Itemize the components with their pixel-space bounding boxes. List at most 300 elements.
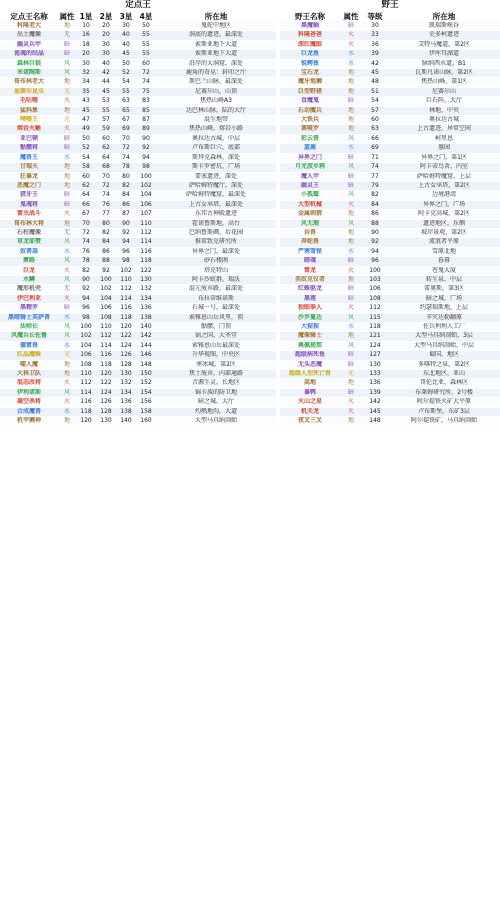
value: 60 xyxy=(362,116,388,125)
table-row xyxy=(0,116,276,125)
table-row xyxy=(280,87,500,96)
value: 90 xyxy=(76,275,96,284)
value: 139 xyxy=(362,388,388,397)
location: 坡岸景观，第2区 xyxy=(388,228,500,237)
location: 哥伦比亚，森林区 xyxy=(388,379,500,388)
value: 106 xyxy=(136,200,156,209)
value: 92 xyxy=(136,144,156,153)
header-2star: 2星 xyxy=(99,12,113,21)
table-row xyxy=(0,181,276,190)
location: 奥拉达古城，中层 xyxy=(156,134,276,143)
monster-name: 月光波乡鸦 xyxy=(280,163,340,172)
value: 118 xyxy=(362,323,388,332)
location: 石城一号，最深处 xyxy=(156,304,276,313)
value: 102 xyxy=(96,285,116,294)
location: 达巴林山脉，陆的大厅 xyxy=(156,106,276,115)
value: 55 xyxy=(136,31,156,40)
location: 阿尔提铁矿，马具纳剖蛤 xyxy=(388,417,500,426)
table-row xyxy=(280,247,500,256)
value: 136 xyxy=(116,398,136,407)
value: 74 xyxy=(96,191,116,200)
location: 混生地带 xyxy=(156,116,276,125)
location: 骷髅，门顶 xyxy=(156,323,276,332)
table-row xyxy=(0,332,276,341)
table-row xyxy=(0,210,276,219)
location: 墓园 xyxy=(388,144,500,153)
value: 45 xyxy=(116,50,136,59)
location: 脉纳西水道，B1 xyxy=(388,59,500,68)
monster-name: 蓝鹿 xyxy=(280,144,340,153)
value: 35 xyxy=(76,87,96,96)
table-row xyxy=(280,313,500,322)
value: 84 xyxy=(96,238,116,247)
value: 138 xyxy=(136,313,156,322)
monster-name: 法师长 xyxy=(0,323,58,332)
monster-name: 雷虫战斗 xyxy=(0,210,58,219)
value: 120 xyxy=(116,323,136,332)
value: 54 xyxy=(362,97,388,106)
table-row xyxy=(280,304,500,313)
value: 88 xyxy=(362,219,388,228)
value: 118 xyxy=(76,407,96,416)
value: 48 xyxy=(362,78,388,87)
monster-name: 哥布林老大 xyxy=(0,78,58,87)
value: 84 xyxy=(362,200,388,209)
value: 108 xyxy=(96,313,116,322)
monster-name: 迪赛尔昆虫 xyxy=(0,87,58,96)
location: 东邦古神殿遗迹 xyxy=(156,210,276,219)
monster-name: 熔岩火蜥 xyxy=(0,125,58,134)
value: 59 xyxy=(96,125,116,134)
element: 风 xyxy=(340,341,362,350)
monster-name: 草龙耶赞 xyxy=(0,238,58,247)
value: 18 xyxy=(76,40,96,49)
value: 103 xyxy=(362,275,388,284)
value: 72 xyxy=(96,181,116,190)
value: 30 xyxy=(96,40,116,49)
element: 水 xyxy=(340,144,362,153)
value: 134 xyxy=(116,388,136,397)
element: 暗 xyxy=(340,22,362,31)
value: 120 xyxy=(96,370,116,379)
monster-name: 混态改将 xyxy=(0,379,58,388)
monster-name: 毛咕噜 xyxy=(0,97,58,106)
header-1star: 1星 xyxy=(79,12,93,21)
value: 54 xyxy=(76,153,96,162)
monster-name: 黑莲 xyxy=(280,294,340,303)
value: 69 xyxy=(116,125,136,134)
table-row xyxy=(280,332,500,341)
element: 风 xyxy=(58,69,76,78)
element: 光 xyxy=(58,351,76,360)
table-row xyxy=(280,219,500,228)
value: 98 xyxy=(136,163,156,172)
monster-name: 红晶魔蛛 xyxy=(0,351,58,360)
value: 142 xyxy=(136,332,156,341)
value: 40 xyxy=(116,40,136,49)
location: 焦热山峰A3 xyxy=(156,97,276,106)
value: 70 xyxy=(116,134,136,143)
value: 88 xyxy=(96,257,116,266)
table-row xyxy=(280,285,500,294)
location: 林地，中央 xyxy=(388,106,500,115)
table-row xyxy=(0,257,276,266)
value: 66 xyxy=(76,200,96,209)
location: 索雅恩山岳风里，顶 xyxy=(156,313,276,322)
element: 暗 xyxy=(340,153,362,162)
location: 阿卡蒂鸟舍，内室 xyxy=(388,163,500,172)
element: 水 xyxy=(58,313,76,322)
monster-name: 独眼拳人 xyxy=(280,304,340,313)
element: 水 xyxy=(58,247,76,256)
value: 112 xyxy=(362,304,388,313)
value: 57 xyxy=(362,106,388,115)
element: 地 xyxy=(340,238,362,247)
location: 砂石楼阁 xyxy=(156,257,276,266)
location: 转生泉，中层 xyxy=(388,275,500,284)
value: 20 xyxy=(96,22,116,31)
table-row xyxy=(0,370,276,379)
value: 76 xyxy=(96,200,116,209)
element: 地 xyxy=(340,69,362,78)
element: 暗 xyxy=(340,351,362,360)
table-row xyxy=(280,379,500,388)
value: 104 xyxy=(96,294,116,303)
value: 79 xyxy=(362,181,388,190)
value: 74 xyxy=(116,153,136,162)
location: 焦土废弃，内部通路 xyxy=(156,370,276,379)
location: 萨哈姆特魔窟，上层 xyxy=(388,172,500,181)
element: 地 xyxy=(58,78,76,87)
location: 上古女巫塔，最深处 xyxy=(156,200,276,209)
value: 130 xyxy=(362,360,388,369)
value: 145 xyxy=(362,407,388,416)
monster-name: 猎牙王 xyxy=(0,191,58,200)
location: 异界之门，第1区 xyxy=(388,153,500,162)
location: 焦热山峰，熔岩小路 xyxy=(156,125,276,134)
value: 106 xyxy=(76,351,96,360)
monster-name: 鬼魂将 xyxy=(0,200,58,209)
value: 110 xyxy=(76,370,96,379)
value: 130 xyxy=(96,417,116,426)
value: 54 xyxy=(116,78,136,87)
monster-name: 科隆爸爸 xyxy=(280,31,340,40)
value: 40 xyxy=(116,31,136,40)
monster-name: 宝石龙 xyxy=(280,69,340,78)
header-wild-level: 等级 xyxy=(367,12,383,21)
value: 138 xyxy=(116,407,136,416)
value: 84 xyxy=(116,191,136,200)
monster-name: 科隆老大 xyxy=(0,22,58,31)
monster-name: 红蛛驱龙 xyxy=(280,285,340,294)
table-row xyxy=(0,40,276,49)
element: 暗 xyxy=(340,181,362,190)
value: 50 xyxy=(76,134,96,143)
table-row xyxy=(0,22,276,31)
location: 卢布斯巨穴，底部 xyxy=(156,144,276,153)
monster-name: 伊巴利亚 xyxy=(0,294,58,303)
monster-name: 伊利诺斯 xyxy=(0,388,58,397)
value: 124 xyxy=(96,388,116,397)
header-wild-element: 属性 xyxy=(343,12,359,21)
value: 96 xyxy=(362,257,388,266)
value: 47 xyxy=(76,116,96,125)
element: 地 xyxy=(340,210,362,219)
location: 瓦斯凡诺山脉，第2区 xyxy=(388,69,500,78)
table-row xyxy=(280,388,500,397)
location: 洞底的遗迹，最深处 xyxy=(156,31,276,40)
monster-name: 机关龙 xyxy=(280,407,340,416)
element: 火 xyxy=(58,210,76,219)
value: 77 xyxy=(362,172,388,181)
element: 风 xyxy=(340,313,362,322)
value: 148 xyxy=(136,360,156,369)
location: 蜀国，地区 xyxy=(388,351,500,360)
wild-boss-title: 野王 xyxy=(381,0,399,10)
value: 20 xyxy=(96,31,116,40)
monster-name: 哥布林大将 xyxy=(0,219,58,228)
table-row xyxy=(280,275,500,284)
table-row xyxy=(0,50,276,59)
location: 索斯亚地下大道 xyxy=(156,40,276,49)
value: 128 xyxy=(96,407,116,416)
location: 音源生灵，长地区 xyxy=(156,379,276,388)
value: 43 xyxy=(76,97,96,106)
element: 风 xyxy=(58,388,76,397)
monster-name: 彩云兽 xyxy=(280,134,340,143)
monster-name: 合成魔兽 xyxy=(0,407,58,416)
value: 106 xyxy=(362,285,388,294)
monster-name: 小孤鹫 xyxy=(280,191,340,200)
location: 布拉蒂维诺斯 xyxy=(156,294,276,303)
value: 146 xyxy=(136,351,156,360)
header-3star: 3星 xyxy=(119,12,133,21)
value: 45 xyxy=(362,69,388,78)
location: 索斯亚地下大道 xyxy=(156,50,276,59)
value: 126 xyxy=(96,398,116,407)
value: 78 xyxy=(116,163,136,172)
value: 60 xyxy=(96,134,116,143)
location: 凯瑞斯峡谷 xyxy=(388,22,500,31)
element: 地 xyxy=(58,22,76,31)
monster-name: 超级人型死亡兽 xyxy=(280,370,340,379)
value: 116 xyxy=(76,398,96,407)
value: 94 xyxy=(116,238,136,247)
table-row xyxy=(0,163,276,172)
location: 辛灾达勒翻原 xyxy=(388,313,500,322)
table-row xyxy=(0,341,276,350)
table-row xyxy=(0,78,276,87)
monster-name: 大铁兵 xyxy=(280,116,340,125)
value: 100 xyxy=(76,323,96,332)
value: 132 xyxy=(136,285,156,294)
element: 地 xyxy=(340,417,362,426)
monster-name: 风无瑕 xyxy=(280,219,340,228)
value: 30 xyxy=(362,22,388,31)
table-row xyxy=(0,200,276,209)
element: 水 xyxy=(340,323,362,332)
value: 98 xyxy=(116,257,136,266)
element: 暗 xyxy=(340,257,362,266)
table-row xyxy=(280,125,500,134)
value: 116 xyxy=(96,351,116,360)
location: 暗之城，大厅 xyxy=(156,398,276,407)
value: 82 xyxy=(76,266,96,275)
table-row xyxy=(0,144,276,153)
element: 地 xyxy=(58,417,76,426)
element: 风 xyxy=(58,332,76,341)
table-row xyxy=(0,379,276,388)
table-row xyxy=(280,191,500,200)
value: 102 xyxy=(136,181,156,190)
table-row xyxy=(280,106,500,115)
value: 50 xyxy=(116,59,136,68)
element: 地 xyxy=(58,360,76,369)
monster-name: 岩兽 xyxy=(280,228,340,237)
value: 156 xyxy=(136,398,156,407)
monster-name: 异界之门 xyxy=(280,153,340,162)
value: 50 xyxy=(136,22,156,31)
value: 108 xyxy=(362,294,388,303)
table-row xyxy=(280,360,500,369)
element: 风 xyxy=(58,238,76,247)
location: 尼赛尔山，山顶 xyxy=(156,87,276,96)
value: 154 xyxy=(136,388,156,397)
location: 阿卡沙蚁群，瑞沃 xyxy=(156,275,276,284)
monster-name: 金属刺猬 xyxy=(280,210,340,219)
value: 116 xyxy=(136,247,156,256)
value: 124 xyxy=(362,341,388,350)
value: 140 xyxy=(116,417,136,426)
value: 89 xyxy=(136,125,156,134)
value: 94 xyxy=(362,247,388,256)
element: 风 xyxy=(340,163,362,172)
location: 巴纳鲁斯碉，后花园 xyxy=(156,228,276,237)
element: 火 xyxy=(340,31,362,40)
value: 74 xyxy=(76,238,96,247)
value: 33 xyxy=(362,31,388,40)
table-row xyxy=(0,228,276,237)
value: 94 xyxy=(76,294,96,303)
table-row xyxy=(280,31,500,40)
value: 86 xyxy=(116,200,136,209)
wild-boss-rows xyxy=(280,22,500,426)
value: 30 xyxy=(76,59,96,68)
value: 110 xyxy=(96,323,116,332)
value: 62 xyxy=(76,181,96,190)
location: 大型马具纳剖蛤 xyxy=(156,417,276,426)
table-row xyxy=(280,40,500,49)
table-row xyxy=(280,257,500,266)
value: 150 xyxy=(136,370,156,379)
value: 55 xyxy=(96,106,116,115)
value: 65 xyxy=(116,106,136,115)
table-row xyxy=(0,238,276,247)
value: 112 xyxy=(116,285,136,294)
table-row xyxy=(0,59,276,68)
monster-name: 巨龙鱼 xyxy=(280,50,340,59)
table-row xyxy=(280,163,500,172)
location: 暮幕 xyxy=(388,257,500,266)
value: 70 xyxy=(96,172,116,181)
value: 120 xyxy=(76,417,96,426)
location: 塔克特山 xyxy=(156,266,276,275)
monster-name: 暗魂 xyxy=(280,257,340,266)
table-row xyxy=(0,388,276,397)
monster-name: 无头恶魔 xyxy=(280,360,340,369)
element: 火 xyxy=(58,125,76,134)
value: 82 xyxy=(116,181,136,190)
value: 130 xyxy=(116,370,136,379)
element: 暗 xyxy=(58,50,76,59)
table-row xyxy=(0,97,276,106)
location: 要塞遗迹，深处 xyxy=(156,172,276,181)
element: 地 xyxy=(58,163,76,172)
table-row xyxy=(280,200,500,209)
monster-name: 雾路 xyxy=(0,257,58,266)
value: 118 xyxy=(96,360,116,369)
table-row xyxy=(0,360,276,369)
monster-name: 机甲狮神 xyxy=(0,417,58,426)
table-row xyxy=(0,275,276,284)
value: 44 xyxy=(96,78,116,87)
element: 风 xyxy=(58,323,76,332)
location: 霍诺鲁斯地，高台 xyxy=(156,219,276,228)
value: 49 xyxy=(76,125,96,134)
value: 132 xyxy=(116,379,136,388)
location: 暗之城，广场 xyxy=(388,294,500,303)
table-row xyxy=(0,351,276,360)
wild-boss-table xyxy=(280,11,500,426)
location: 锦卡族的防卫地 xyxy=(156,388,276,397)
location: 斯拜克森林，深处 xyxy=(156,153,276,162)
table-row xyxy=(0,313,276,322)
value: 34 xyxy=(76,78,96,87)
value: 86 xyxy=(96,247,116,256)
monster-name: 德雷兽 xyxy=(0,341,58,350)
value: 90 xyxy=(362,228,388,237)
value: 106 xyxy=(96,304,116,313)
monster-name: 奥佩提那 xyxy=(280,341,340,350)
table-row xyxy=(280,22,500,31)
table-row xyxy=(0,134,276,143)
monster-name: 锐鳄鱼 xyxy=(280,59,340,68)
element: 水 xyxy=(58,341,76,350)
value: 69 xyxy=(362,144,388,153)
value: 94 xyxy=(136,153,156,162)
value: 82 xyxy=(96,228,116,237)
value: 126 xyxy=(116,351,136,360)
location: 雷奥斯，第3区 xyxy=(388,285,500,294)
header-4star: 4星 xyxy=(139,12,153,21)
element: 地 xyxy=(340,116,362,125)
value: 45 xyxy=(76,106,96,115)
location: 尼赛尔山 xyxy=(388,87,500,96)
monster-name: 魔兽王 xyxy=(0,153,58,162)
monster-name: 雷龙 xyxy=(280,266,340,275)
location: 沿岸的大洞窟，深处 xyxy=(156,59,276,68)
value: 68 xyxy=(96,163,116,172)
value: 52 xyxy=(76,144,96,153)
value: 57 xyxy=(96,116,116,125)
value: 108 xyxy=(76,360,96,369)
value: 96 xyxy=(116,247,136,256)
value: 112 xyxy=(76,379,96,388)
location: 寒冰城，第2区 xyxy=(156,360,276,369)
element: 火 xyxy=(340,304,362,313)
element: 火 xyxy=(340,200,362,209)
element: 光 xyxy=(58,87,76,96)
